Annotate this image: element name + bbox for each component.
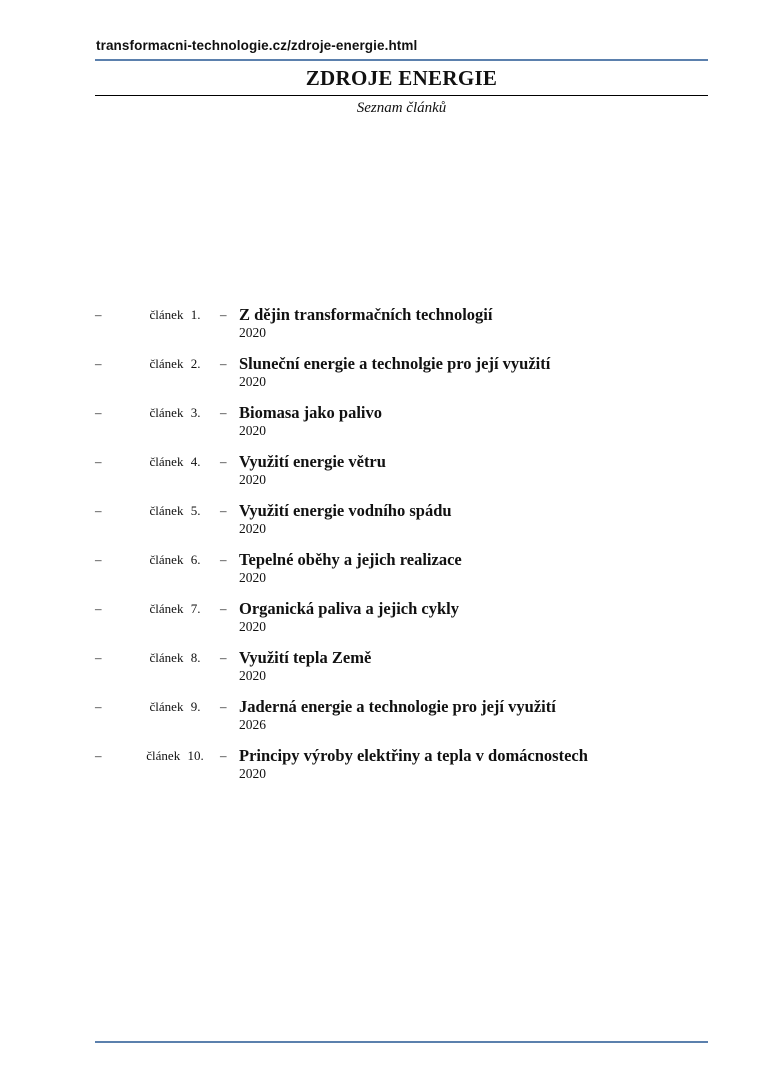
list-dash: – [220, 552, 227, 567]
list-dash: – [220, 650, 227, 665]
list-dash: – [95, 454, 102, 469]
article-year: 2020 [239, 325, 266, 340]
article-number: článek 4. [149, 454, 201, 469]
article-year: 2020 [239, 374, 266, 389]
article-year: 2020 [239, 668, 266, 683]
article-title-link[interactable]: Tepelné oběhy a jejich realizace [239, 550, 462, 569]
footer-rule [95, 1041, 708, 1043]
list-dash: – [95, 405, 102, 420]
article-title-link[interactable]: Z dějin transformačních technologií [239, 305, 493, 324]
header-rule [95, 59, 708, 61]
list-dash: – [220, 356, 227, 371]
article-year: 2020 [239, 570, 266, 585]
article-number: článek 3. [149, 405, 201, 420]
article-item[interactable] [95, 599, 708, 648]
article-item[interactable] [95, 697, 708, 746]
article-item[interactable] [95, 305, 708, 354]
article-list [95, 305, 708, 795]
article-title-link[interactable]: Principy výroby elektřiny a tepla v domácnostech [239, 746, 588, 765]
article-title-link[interactable]: Využití energie větru [239, 452, 386, 471]
article-year: 2020 [239, 619, 266, 634]
page-title: ZDROJE ENERGIE [305, 66, 498, 90]
article-item[interactable] [95, 501, 708, 550]
article-title-link[interactable]: Využití tepla Země [239, 648, 372, 667]
title-rule [95, 95, 708, 96]
list-dash: – [95, 650, 102, 665]
list-dash: – [95, 748, 102, 763]
article-item[interactable] [95, 452, 708, 501]
list-dash: – [95, 699, 102, 714]
article-item[interactable] [95, 354, 708, 403]
page-url-header: transformacni-technologie.cz/zdroje-energie.html [96, 38, 418, 53]
list-dash: – [95, 552, 102, 567]
article-year: 2020 [239, 423, 266, 438]
article-title-link[interactable]: Sluneční energie a technolgie pro její využití [239, 354, 551, 373]
article-number: článek 8. [149, 650, 201, 665]
list-dash: – [220, 748, 227, 763]
article-number: článek 2. [149, 356, 201, 371]
list-dash: – [95, 601, 102, 616]
article-year: 2020 [239, 472, 266, 487]
article-number: článek 5. [149, 503, 201, 518]
list-dash: – [220, 601, 227, 616]
list-dash: – [220, 503, 227, 518]
article-year: 2026 [239, 717, 266, 732]
article-item[interactable] [95, 550, 708, 599]
list-dash: – [220, 699, 227, 714]
list-dash: – [220, 307, 227, 322]
article-title-link[interactable]: Biomasa jako palivo [239, 403, 383, 422]
article-number: článek 6. [149, 552, 201, 567]
article-item[interactable] [95, 648, 708, 697]
article-number: článek 9. [149, 699, 201, 714]
page-subtitle: Seznam článků [356, 100, 447, 116]
article-number: článek 1. [149, 307, 201, 322]
list-dash: – [95, 503, 102, 518]
article-item[interactable] [95, 746, 708, 795]
article-title-link[interactable]: Organická paliva a jejich cykly [239, 599, 459, 618]
article-number: článek 10. [146, 748, 204, 763]
list-dash: – [95, 356, 102, 371]
article-title-link[interactable]: Jaderná energie a technologie pro její využití [239, 697, 556, 716]
list-dash: – [220, 454, 227, 469]
article-year: 2020 [239, 766, 266, 781]
article-year: 2020 [239, 521, 266, 536]
article-number: článek 7. [149, 601, 201, 616]
list-dash: – [220, 405, 227, 420]
article-title-link[interactable]: Využití energie vodního spádu [239, 501, 452, 520]
list-dash: – [95, 307, 102, 322]
article-item[interactable] [95, 403, 708, 452]
